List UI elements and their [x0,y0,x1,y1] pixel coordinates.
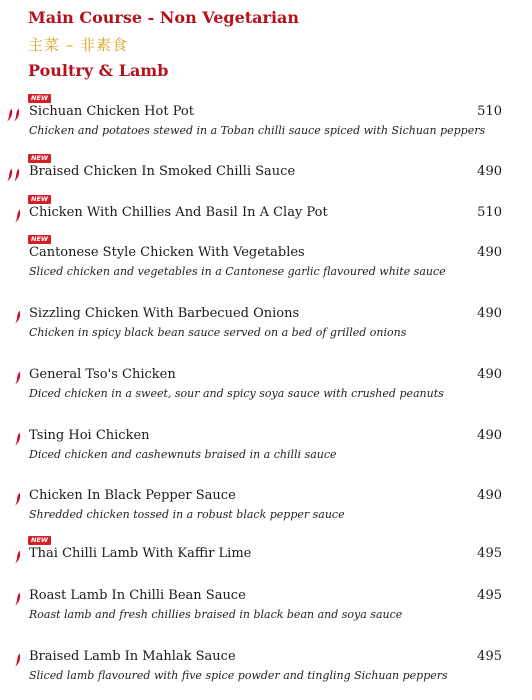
chilli-icon [15,371,21,387]
item-description: Chicken and potatoes stewed in a Toban chilli sauce spiced with Sichuan peppers [29,124,486,137]
item-description: Diced chicken in a sweet, sour and spicy soya sauce with crushed peanuts [29,387,444,400]
item-name: Thai Chilli Lamb With Kaffir Lime [29,546,252,561]
menu-item [0,296,532,339]
new-badge: NEW [28,154,51,163]
chilli-icon [15,550,21,566]
menu-item [0,94,532,137]
item-description: Shredded chicken tossed in a robust black pepper sauce [29,508,345,521]
new-badge: NEW [28,235,51,244]
item-description: Diced chicken and cashewnuts braised in a chilli sauce [29,448,337,461]
chilli-icon [15,592,21,608]
item-price: 510 [477,104,502,119]
item-description: Sliced chicken and vegetables in a Cantonese garlic flavoured white sauce [29,265,446,278]
section-subtitle: Poultry & Lamb [28,61,169,80]
chilli-icon [15,653,21,669]
new-badge: NEW [28,195,51,204]
item-price: 490 [477,488,502,503]
item-name: Braised Chicken In Smoked Chilli Sauce [29,164,296,179]
item-price: 490 [477,164,502,179]
menu-item [0,357,532,400]
item-name: Braised Lamb In Mahlak Sauce [29,649,236,664]
item-price: 495 [477,546,502,561]
chilli-icon [7,168,20,184]
section-title: Main Course - Non Vegetarian [28,8,300,27]
item-name: Sichuan Chicken Hot Pot [29,104,194,119]
menu-item [0,639,532,682]
menu-item [0,578,532,621]
menu-item [0,536,532,576]
item-name: Sizzling Chicken With Barbecued Onions [29,306,300,321]
chilli-icon [15,310,21,326]
item-description: Sliced lamb flavoured with five spice powder and tingling Sichuan peppers [29,669,448,682]
item-name: Tsing Hoi Chicken [29,428,150,443]
item-description: Chicken in spicy black bean sauce served on a bed of grilled onions [29,326,407,339]
chilli-icon [15,209,21,225]
item-name: Chicken In Black Pepper Sauce [29,488,236,503]
item-price: 490 [477,245,502,260]
item-price: 490 [477,428,502,443]
item-description: Roast lamb and fresh chillies braised in black bean and soya sauce [29,608,403,621]
item-name: Chicken With Chillies And Basil In A Clay Pot [29,205,328,220]
chilli-icon [15,432,21,448]
menu-header [28,8,299,81]
chilli-icon [15,492,21,508]
section-title-chinese: 主菜 – 非素食 [28,36,129,54]
new-badge: NEW [28,94,51,103]
item-name: Roast Lamb In Chilli Bean Sauce [29,588,246,603]
item-price: 490 [477,367,502,382]
menu-item [0,195,532,235]
item-name: Cantonese Style Chicken With Vegetables [29,245,305,260]
item-price: 495 [477,588,502,603]
item-price: 510 [477,205,502,220]
menu-item [0,418,532,461]
menu-item [0,235,532,278]
item-name: General Tso's Chicken [29,367,176,382]
menu-item [0,154,532,194]
chilli-icon [7,108,20,124]
menu-item [0,478,532,521]
new-badge: NEW [28,536,51,545]
item-price: 490 [477,306,502,321]
item-price: 495 [477,649,502,664]
